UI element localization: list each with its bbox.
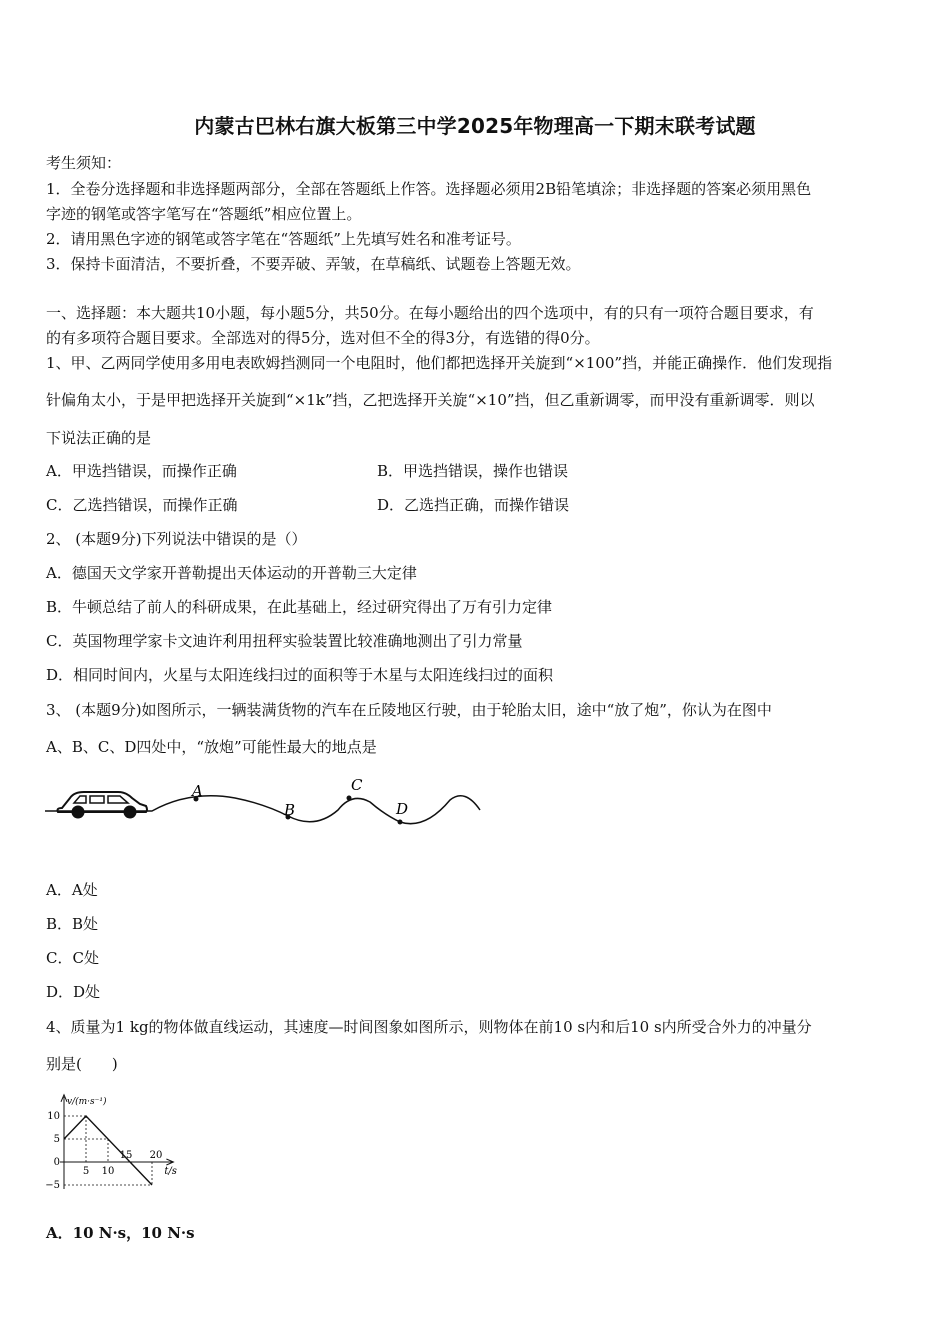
label-a: A (192, 782, 203, 800)
notice-item: 1．全卷分选择题和非选择题两部分，全部在答题纸上作答。选择题必须用2B铅笔填涂；非选择题的答案必须用黑色 (46, 180, 812, 198)
label-c: C (351, 776, 363, 794)
q2-option-c: C．英国物理学家卡文迪许利用扭秤实验装置比较准确地测出了引力常量 (46, 632, 523, 650)
x-tick-label: 15 (119, 1150, 133, 1161)
q4-stem: 别是( ) (46, 1055, 118, 1073)
section-intro: 的有多项符合题目要求。全部选对的得5分，选对但不全的得3分，有选错的得0分。 (46, 329, 600, 347)
q2-option-d: D．相同时间内，火星与太阳连线扫过的面积等于木星与太阳连线扫过的面积 (46, 666, 554, 684)
q1-option-b: B．甲选挡错误，操作也错误 (377, 462, 569, 480)
q4-stem: 4、质量为1 kg的物体做直线运动，其速度—时间图象如图所示，则物体在前10 s内和后10 s内所受合外力的冲量分 (46, 1018, 812, 1036)
q2-option-a: A．德国天文学家开普勒提出天体运动的开普勒三大定律 (46, 564, 417, 582)
q4-option-a: A．10 N·s，10 N·s (46, 1224, 195, 1242)
q3-option-d: D．D处 (46, 983, 101, 1001)
notice-item: 3．保持卡面清洁，不要折叠，不要弄破、弄皱，在草稿纸、试题卷上答题无效。 (46, 255, 581, 273)
q3-stem: 3、 (本题9分)如图所示，一辆装满货物的汽车在丘陵地区行驶，由于轮胎太旧，途中“放了炮”，你认为在图中 (46, 701, 772, 719)
y-tick-label: 10 (47, 1111, 60, 1122)
q1-option-c: C．乙选挡错误，而操作正确 (46, 496, 238, 514)
q3-option-c: C．C处 (46, 949, 99, 967)
label-d: D (396, 800, 409, 818)
car-hill-figure (40, 770, 490, 840)
q1-stem: 针偏角太小，于是甲把选择开关旋到“×1k”挡，乙把选择开关旋“×10”挡，但乙重新调零，而甲没有重新调零．则以 (46, 391, 815, 409)
section-intro: 一、选择题：本大题共10小题，每小题5分，共50分。在每小题给出的四个选项中，有的只有一项符合题目要求，有 (46, 304, 814, 322)
q1-option-a: A．甲选挡错误，而操作正确 (46, 462, 237, 480)
q3-stem: A、B、C、D四处中，“放炮”可能性最大的地点是 (46, 738, 377, 756)
car-icon (58, 792, 148, 818)
x-axis-label: t/s (164, 1166, 177, 1177)
label-b: B (284, 801, 296, 819)
notice-heading: 考生须知： (46, 154, 122, 172)
q2-option-b: B．牛顿总结了前人的科研成果，在此基础上，经过研究得出了万有引力定律 (46, 598, 553, 616)
velocity-time-chart (40, 1078, 190, 1198)
x-tick-label: 20 (149, 1150, 163, 1161)
x-tick-label: 5 (82, 1166, 90, 1177)
y-axis-label: v/(m·s⁻¹) (67, 1096, 107, 1107)
notice-item: 2．请用黑色字迹的钢笔或答字笔在“答题纸”上先填写姓名和准考证号。 (46, 230, 521, 248)
q1-option-d: D．乙选挡正确，而操作错误 (377, 496, 570, 514)
y-tick-label: 5 (53, 1134, 60, 1145)
q3-option-a: A．A处 (46, 881, 98, 899)
notice-item: 字迹的钢笔或答字笔写在“答题纸”相应位置上。 (46, 205, 362, 223)
q1-stem: 1、甲、乙两同学使用多用电表欧姆挡测同一个电阻时，他们都把选择开关旋到“×100”挡，并能正确操作．他们发现指 (46, 354, 833, 372)
q3-option-b: B．B处 (46, 915, 99, 933)
point-c (347, 796, 352, 801)
y-tick-label: −5 (45, 1180, 60, 1191)
q2-stem: 2、 (本题9分)下列说法中错误的是（） (46, 530, 307, 548)
q1-stem: 下说法正确的是 (46, 429, 152, 447)
point-d (398, 820, 403, 825)
page-title: 内蒙古巴林右旗大板第三中学2025年物理高一下期末联考试题 (194, 114, 756, 138)
y-tick-label: 0 (53, 1157, 60, 1168)
x-tick-label: 10 (101, 1166, 115, 1177)
